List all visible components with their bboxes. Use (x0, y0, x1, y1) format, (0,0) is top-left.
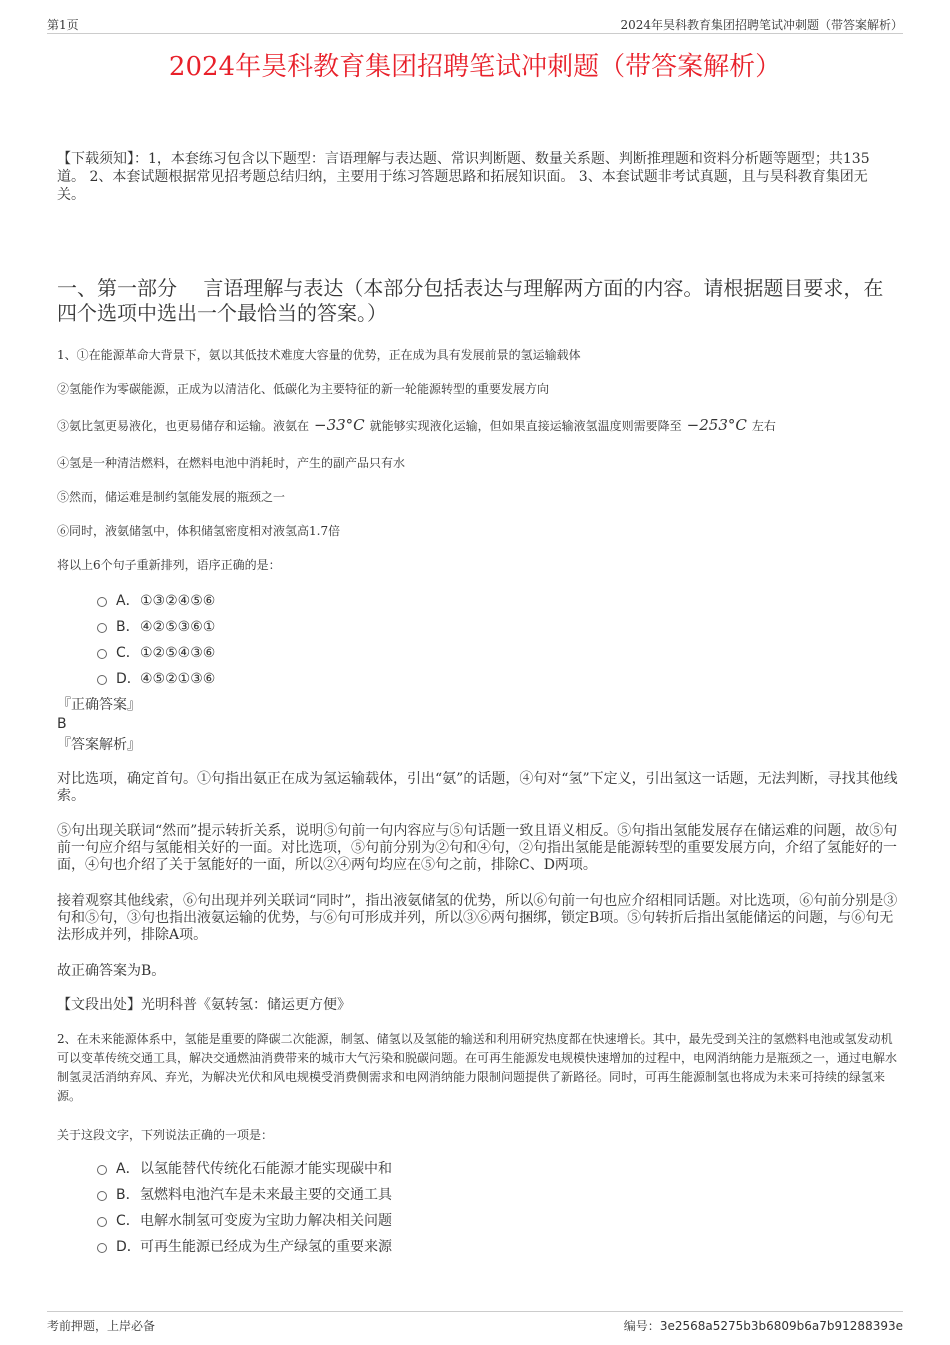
page-header (47, 13, 903, 34)
radio-icon[interactable] (97, 1191, 107, 1201)
q1-sentence-3 (57, 416, 900, 436)
q1-option-c[interactable] (97, 644, 215, 662)
option-text: 可再生能源已经成为生产绿氢的重要来源 (140, 1239, 392, 1255)
q2-option-b[interactable] (97, 1186, 392, 1204)
q1-sentence-3-part-b: 就能够实现液化运输，但如果直接运输液氢温度则需要降至 (369, 419, 682, 433)
footer-code (624, 1317, 903, 1334)
analysis-paragraph-3: 接着观察其他线索，⑥句出现并列关联词“同时”，指出液氨储氢的优势，所以⑥句前一句也应介绍相同话题。对比选项，⑥句前分别是③句和⑤句，③句也指出液氨运输的优势，与⑥句可形成并列，所以③⑥两句捆绑，锁定B项。⑤句转折后指出氢能储运的问题，与⑥句无法形成并列，排除A项。 (57, 893, 898, 943)
q1-sentence-3-part-c: 左右 (751, 419, 776, 433)
analysis-paragraph-2: ⑤句出现关联词“然而”提示转折关系，说明⑤句前一句内容应与⑤句话题一致且语义相反。⑤句指出氢能发展存在储运难的问题，故⑤句前一句应介绍与氢能相关好的一面。对比选项，⑤句前分别为②句和④句，②句指出氢能是能源转型的重要发展方向，介绍了氢能好的一面，④句也介绍了关于氢能好的一面，所以②④两句均应在⑤句之前，排除C、D两项。 (57, 823, 898, 873)
q1-sentence-5: ⑤然而，储运难是制约氢能发展的瓶颈之一 (57, 490, 286, 504)
option-key: D． (116, 1239, 141, 1255)
page-number-label: 第1页 (47, 18, 79, 32)
radio-icon[interactable] (97, 1217, 107, 1227)
option-key: A． (116, 593, 140, 609)
radio-icon[interactable] (97, 623, 107, 633)
q2-option-c[interactable] (97, 1212, 392, 1230)
option-key: C． (116, 645, 140, 661)
analysis-label: 『答案解析』 (57, 737, 141, 753)
footer-code-value: 3e2568a5275b3b6809b6a7b91288393e (659, 1319, 903, 1333)
option-key: A． (116, 1161, 140, 1177)
q2-stem: 2、在未来能源体系中，氢能是重要的降碳二次能源，制氢、储氢以及氢能的输送和利用研究热度都在快速增长。其中，最先受到关注的氢燃料电池或氢发动机可以变革传统交通工具，解决交通燃油消费带来的城市大气污染和脱碳问题。在可再生能源发电规模快速增加的过程中，电网消纳能力是瓶颈之一，通过电解水制氢灵活消纳弃风、弃光，为解决光伏和风电规模受消费侧需求和电网消纳能力限制问题提供了新路径。同时，可再生能源制氢也将成为未来可持续的绿氢来源。 (57, 1032, 898, 1103)
section-title: 一、第一部分 言语理解与表达（本部分包括表达与理解两方面的内容。请根据题目要求，在四个选项中选出一个最恰当的答案。） (57, 276, 884, 325)
q1-option-a[interactable] (97, 592, 215, 610)
q2-option-d[interactable] (97, 1238, 392, 1256)
q2-option-a[interactable] (97, 1160, 392, 1178)
q2-prompt: 关于这段文字，下列说法正确的一项是： (57, 1128, 274, 1142)
header-doc-title: 2024年昊科教育集团招聘笔试冲刺题（带答案解析） (620, 18, 903, 32)
radio-icon[interactable] (97, 675, 107, 685)
page-footer (47, 1311, 903, 1336)
footer-slogan: 考前押题，上岸必备 (47, 1319, 156, 1333)
download-notice: 【下载须知】：1，本套练习包含以下题型：言语理解与表达题、常识判断题、数量关系题、判断推理题和资料分析题等题型；共135道。 2、本套试题根据常见招考题总结归纳，主要用于练习答题思路和拓展知识面。 3、本套试题非考试真题，且与昊科教育集团无关。 (57, 151, 870, 203)
temperature-value-1: −33°C (314, 416, 365, 434)
radio-icon[interactable] (97, 1243, 107, 1253)
option-text: ①②⑤④③⑥ (140, 645, 216, 661)
option-key: C． (116, 1213, 140, 1229)
answer-label: 『正确答案』 (57, 697, 141, 713)
q1-sentence-2: ②氢能作为零碳能源，正成为以清洁化、低碳化为主要特征的新一轮能源转型的重要发展方向 (57, 382, 550, 396)
radio-icon[interactable] (97, 1165, 107, 1175)
option-text: ④②⑤③⑥① (140, 619, 216, 635)
source-citation: 【文段出处】光明科普《氨转氢：储运更方便》 (57, 997, 351, 1013)
option-key: B． (116, 619, 140, 635)
q1-sentence-3-part-a: ③氨比氢更易液化，也更易储存和运输。液氨在 (57, 419, 310, 433)
answer-value: B (57, 716, 67, 732)
document-title: 2024年昊科教育集团招聘笔试冲刺题（带答案解析） (168, 52, 782, 82)
option-text: ①③②④⑤⑥ (140, 593, 216, 609)
analysis-paragraph-1: 对比选项，确定首句。①句指出氨正在成为氢运输载体，引出“氨”的话题，④句对“氢”下定义，引出氢这一话题，无法判断，寻找其他线索。 (57, 771, 898, 804)
q1-sentence-4: ④氢是一种清洁燃料，在燃料电池中消耗时，产生的副产品只有水 (57, 456, 406, 470)
option-text: ④⑤②①③⑥ (140, 671, 216, 687)
q1-prompt: 将以上6个句子重新排列，语序正确的是： (57, 558, 281, 572)
q1-sentence-1: 1、①在能源革命大背景下，氨以其低技术难度大容量的优势，正在成为具有发展前景的氢运输载体 (57, 348, 581, 362)
q1-option-d[interactable] (97, 670, 215, 688)
option-text: 电解水制氢可变废为宝助力解决相关问题 (140, 1213, 392, 1229)
footer-code-label: 编号： (623, 1319, 660, 1333)
option-text: 氢燃料电池汽车是未来最主要的交通工具 (140, 1187, 392, 1203)
radio-icon[interactable] (97, 649, 107, 659)
temperature-value-2: −253°C (686, 416, 747, 434)
q1-sentence-6: ⑥同时，液氨储氢中，体积储氢密度相对液氢高1.7倍 (57, 524, 341, 538)
option-key: D． (116, 671, 141, 687)
radio-icon[interactable] (97, 597, 107, 607)
analysis-conclusion: 故正确答案为B。 (57, 963, 166, 979)
option-text: 以氢能替代传统化石能源才能实现碳中和 (140, 1161, 392, 1177)
q1-option-b[interactable] (97, 618, 215, 636)
option-key: B． (116, 1187, 140, 1203)
